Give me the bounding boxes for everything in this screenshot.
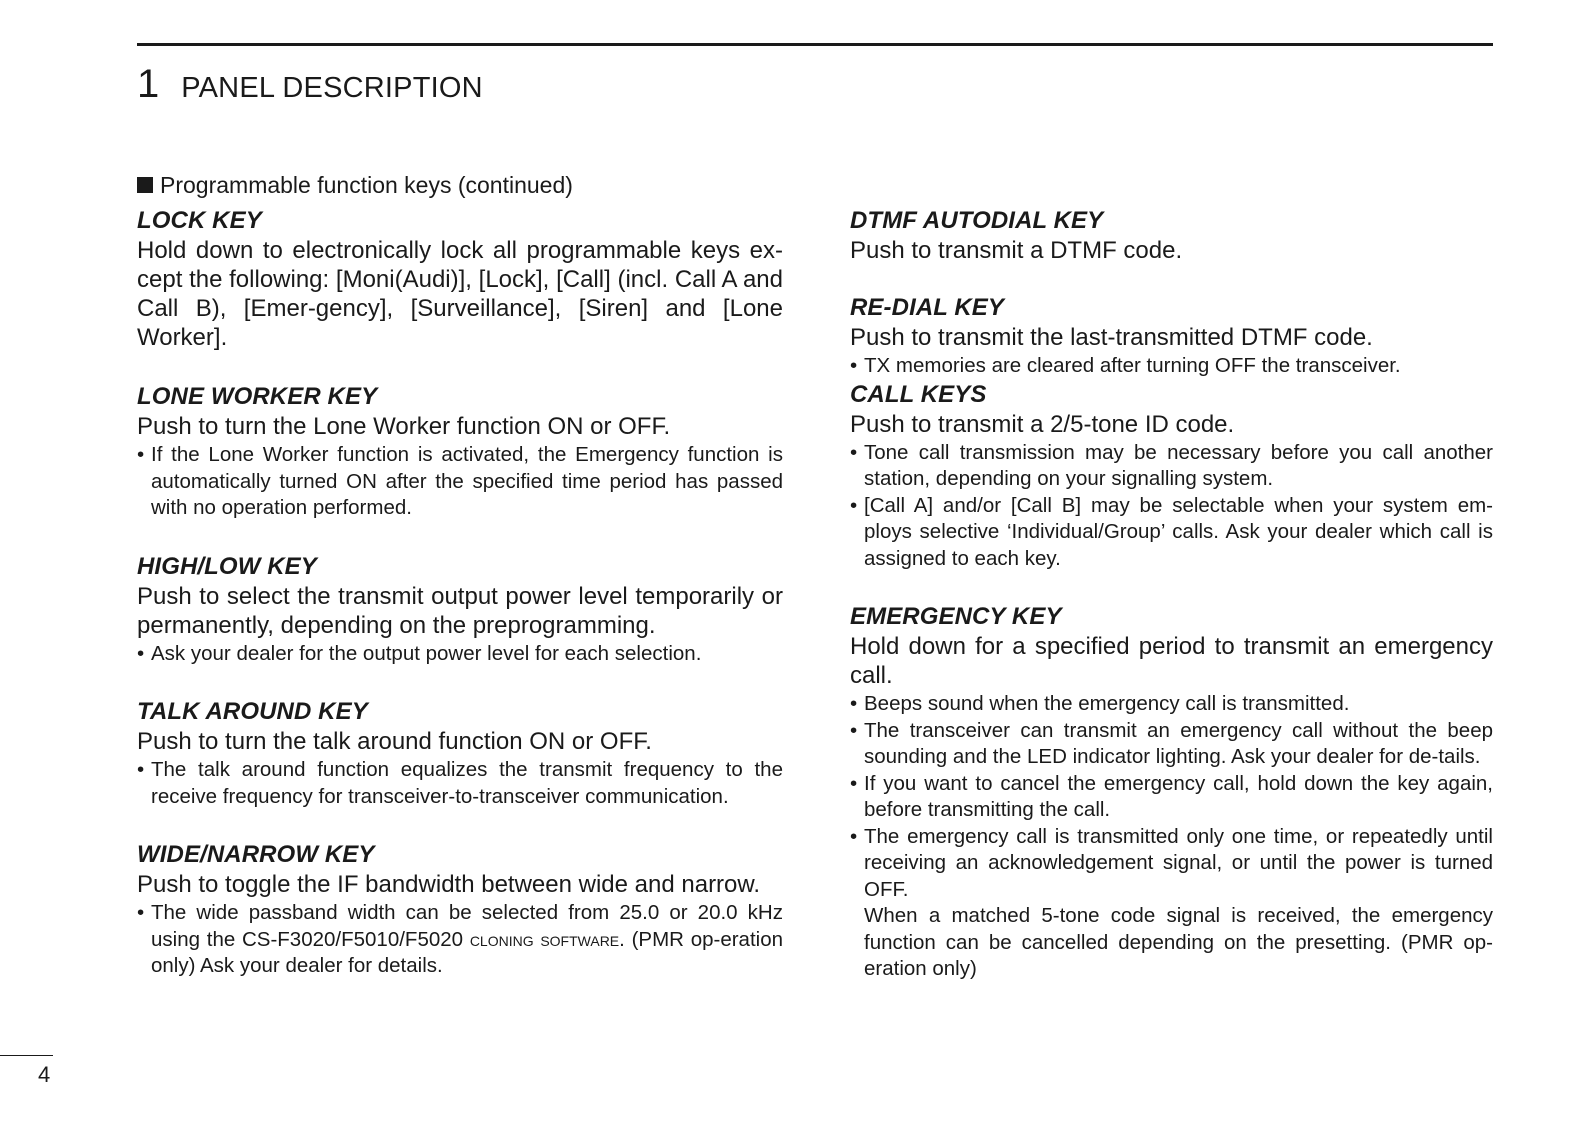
high-low-key-section (137, 552, 783, 668)
section-heading (137, 170, 573, 200)
top-rule (137, 43, 1493, 46)
talk-around-key-notes (137, 757, 783, 810)
section-heading-text: Programmable function keys (continued) (160, 172, 573, 198)
wide-narrow-key-notes (137, 900, 783, 980)
talk-around-key-section (137, 697, 783, 810)
lone-worker-key-title: LONE WORKER KEY (137, 383, 378, 410)
high-low-key-notes (137, 641, 783, 668)
high-low-key-description: Push to select the transmit output power level temporarily or permanently, depending on the preprogramming. (137, 582, 783, 639)
note-item: • Ask your dealer for the output power level for each selection. (137, 641, 783, 668)
talk-around-key-description: Push to turn the talk around function ON or OFF. (137, 728, 652, 755)
dtmf-autodial-key-title: DTMF AUTODIAL KEY (850, 207, 1104, 234)
dtmf-autodial-key-description: Push to transmit a DTMF code. (850, 237, 1183, 264)
note-text: The emergency call is transmitted only one time, or repeatedly until receiving an acknowledgement signal, or until the power is turned OFF. (864, 824, 1493, 901)
call-keys-title: CALL KEYS (850, 380, 987, 408)
note-item: • The transceiver can transmit an emergency call without the beep sounding and the LED indicator lighting. Ask your dealer for de-tails. (850, 718, 1493, 771)
left-column (137, 206, 783, 980)
square-bullet-icon (137, 177, 153, 193)
page-number: 4 (38, 1062, 51, 1087)
note-item: • Beeps sound when the emergency call is transmitted. (850, 691, 1493, 718)
emergency-key-description: Hold down for a specified period to transmit an emergency call. (850, 633, 1493, 689)
right-column (850, 206, 1493, 983)
note-item: • Tone call transmission may be necessary before you call another station, depending on your signalling system. (850, 440, 1493, 493)
page-number-rule (0, 1055, 53, 1056)
lone-worker-key-description: Push to turn the Lone Worker function ON or OFF. (137, 413, 671, 440)
note-item: • If the Lone Worker function is activated, the Emergency function is automatically turned ON after the specified time period has passed with no operation performed. (137, 442, 783, 522)
high-low-key-title: HIGH/LOW KEY (137, 552, 317, 580)
note-text: The wide passband width can be selected from 25.0 or 20.0 kHz using the CS-F3020/F5010/F5020 (151, 901, 783, 951)
note-item (850, 824, 1493, 983)
note-item (137, 900, 783, 980)
lock-key-section (137, 206, 783, 352)
lock-key-description: Hold down to electronically lock all programmable keys ex-cept the following: [Moni(Audi)], [Lock], [Call] (incl. Call A and Call B), [Emer-gency], [Surveillance], [Siren] and [Lone Worker]. (137, 237, 783, 351)
call-keys-description: Push to transmit a 2/5-tone ID code. (850, 410, 1235, 438)
lone-worker-key-notes (137, 442, 783, 522)
note-item: • If you want to cancel the emergency call, hold down the key again, before transmitting the call. (850, 771, 1493, 824)
call-keys-notes (850, 440, 1493, 573)
note-continuation: When a matched 5-tone code signal is received, the emergency function can be cancelled depending on the presetting. (PMR op-eration only) (864, 904, 1493, 980)
emergency-key-section (850, 602, 1493, 983)
dtmf-autodial-key-section (850, 206, 1493, 265)
redial-key-title: RE-DIAL KEY (850, 294, 1005, 321)
wide-narrow-key-title: WIDE/NARROW KEY (137, 841, 375, 868)
note-text: . (PMR op-eration only) Ask your dealer for details. (151, 927, 784, 977)
wide-narrow-key-section (137, 840, 783, 980)
talk-around-key-title: TALK AROUND KEY (137, 698, 368, 725)
redial-key-notes (850, 353, 1493, 380)
emergency-key-title: EMERGENCY KEY (850, 603, 1062, 630)
lone-worker-key-section (137, 382, 783, 522)
lock-key-title: LOCK KEY (137, 207, 262, 234)
page-title: PANEL DESCRIPTION (181, 72, 483, 104)
redial-key-description: Push to transmit the last-transmitted DTMF code. (850, 324, 1373, 351)
emergency-key-notes (850, 691, 1493, 983)
call-keys-section (850, 380, 1493, 573)
note-item: • The talk around function equalizes the transmit frequency to the receive frequency for transceiver-to-transceiver communication. (137, 757, 783, 810)
wide-narrow-key-description: Push to toggle the IF bandwidth between wide and narrow. (137, 871, 761, 898)
software-name: cloning software (469, 927, 620, 951)
note-item: • TX memories are cleared after turning OFF the transceiver. (850, 353, 1493, 380)
redial-key-section (850, 293, 1493, 380)
chapter-header (137, 60, 483, 112)
chapter-number: 1 (137, 62, 160, 106)
note-item: • [Call A] and/or [Call B] may be selectable when your system em-ploys selective ‘Individual/Group’ calls. Ask your dealer which call is assigned to each key. (850, 493, 1493, 573)
